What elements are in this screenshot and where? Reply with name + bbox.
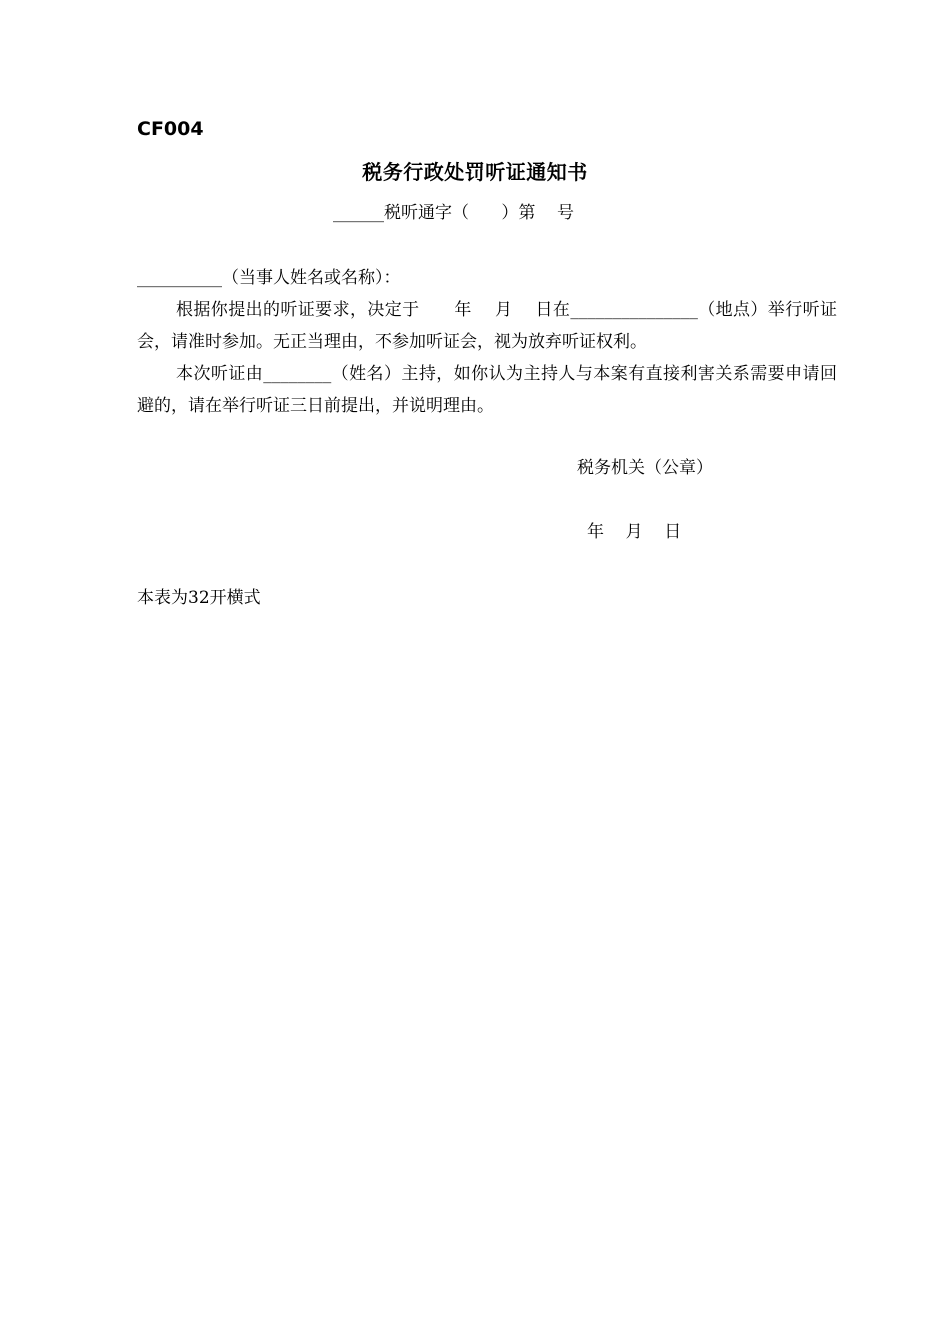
document-title: 税务行政处罚听证通知书 [362,160,588,184]
form-code: CF004 [137,118,204,140]
addressee-line: __________（当事人姓名或名称）： [137,268,401,288]
signature-date: 年 月 日 [587,522,682,542]
hearing-host-paragraph: 本次听证由________（姓名）主持，如你认为主持人与本案有直接利害关系需要申请回避的，请在举行听证三日前提出，并说明理由。 [137,364,837,416]
document-number: ______税听通字（ ）第 号 [333,203,575,223]
signature-organization: 税务机关（公章） [577,458,713,478]
hearing-schedule-paragraph: 根据你提出的听证要求，决定于 年 月 日在_______________（地点）举行听证会，请准时参加。无正当理由，不参加听证会，视为放弃听证权利。 [137,300,837,352]
format-footnote: 本表为32开横式 [137,588,261,608]
